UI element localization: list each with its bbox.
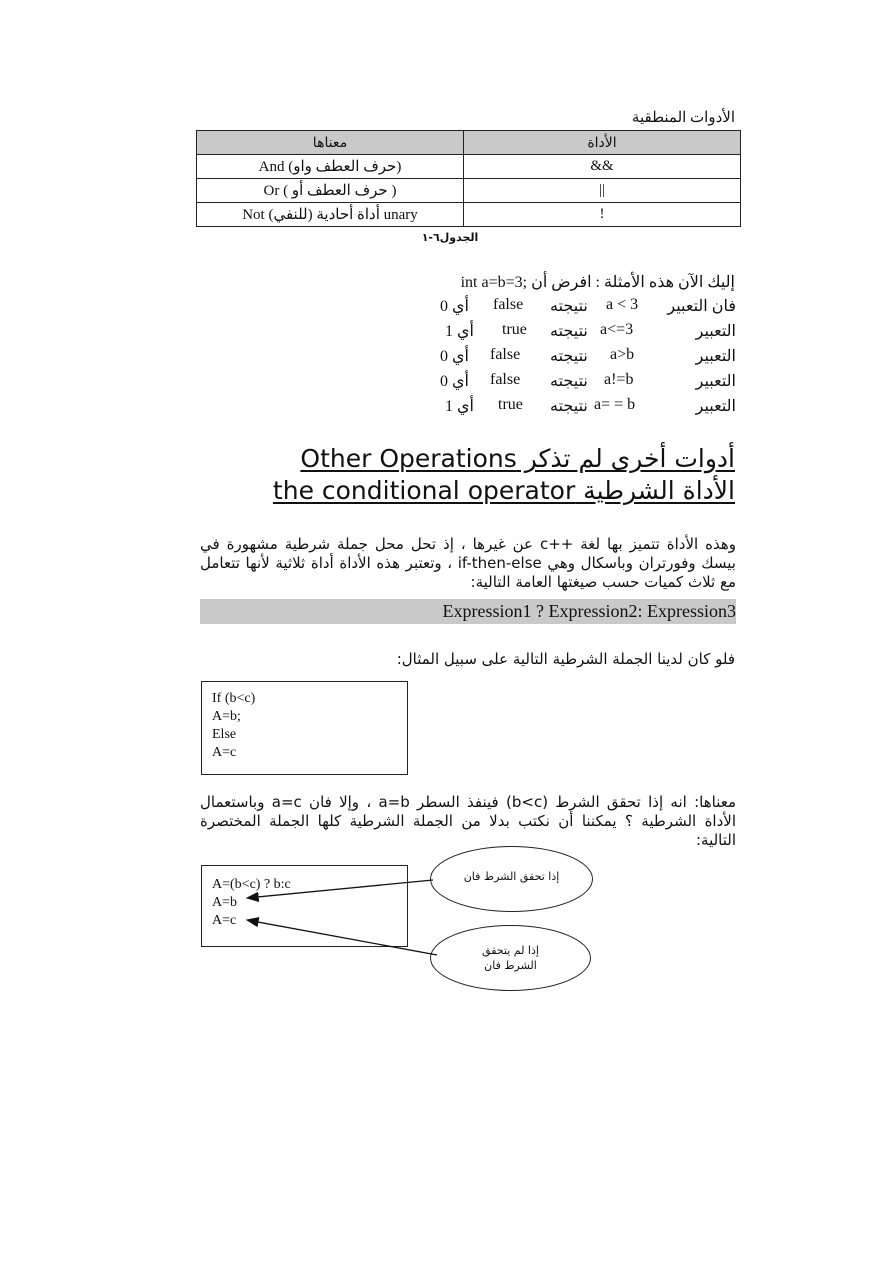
row-operator: ! [464,203,741,227]
code-line: A=(b<c) ? b:c [212,877,291,892]
example-result: true [498,396,523,413]
example-expr: a= = b [594,396,636,413]
example-label: التعبير [695,398,736,415]
example-expr: a>b [610,346,635,363]
example-expr: a < 3 [606,296,639,313]
explanation-paragraph: معناها: انه إذا تحقق الشرط (b<c) فينفذ السطر a=b ، وإلا فان a=c وباستعمال الأداة الشرطية ؟ يمكننا أن نكتب بدلا من الجملة الشرطية كلها الجملة المختصرة التالية: [200,793,736,849]
row-meaning: Or ( حرف العطف أو ) [197,179,464,203]
example-ay: أي 1 [445,398,474,415]
section-title: الأدوات المنطقية [631,110,735,126]
table-caption: الجدول٦-١ [421,231,479,244]
example-ay: أي 0 [440,348,469,365]
example-result: false [493,296,524,313]
examples-intro: إليك الآن هذه الأمثلة : افرض أن ;int a=b=3 [460,274,735,291]
heading-other-operations: أدوات أخرى لم تذكر Other Operations [300,444,735,473]
example-label: التعبير [695,348,736,365]
example-word: نتيجته [550,298,588,315]
row-meaning: And (حرف العطف واو) [197,155,464,179]
example-label: التعبير [695,323,736,340]
example-ay: أي 0 [440,373,469,390]
callout-false-text: إذا لم يتحقق الشرط فان [482,944,539,972]
code-line: Else [212,727,237,742]
example-word: نتيجته [550,323,588,340]
row-operator: && [464,155,741,179]
code-line: A=b [212,895,238,910]
example-expr: a!=b [604,371,634,388]
code-line: A=c [212,913,237,928]
expression-syntax: Expression1 ? Expression2: Expression3 [200,599,736,624]
example-ay: أي 0 [440,298,469,315]
example-ay: أي 1 [445,323,474,340]
example-intro: فلو كان لدينا الجملة الشرطية التالية على سبيل المثال: [396,650,735,668]
example-word: نتيجته [550,373,588,390]
heading-conditional-operator: الأداة الشرطية the conditional operator [272,476,735,505]
example-word: نتيجته [550,398,588,415]
example-result: false [490,371,521,388]
row-meaning: Not (للنفي) أداة أحادية unary [197,203,464,227]
callout-true-text: إذا تحقق الشرط فان [463,870,560,883]
header-meaning: معناها [197,131,464,155]
example-expr: a<=3 [600,321,634,338]
code-line: A=b; [212,709,241,724]
header-operator: الأداة [464,131,741,155]
example-label: التعبير [695,373,736,390]
arrow-false [247,920,437,955]
row-operator: || [464,179,741,203]
arrow-true [247,880,433,898]
example-word: نتيجته [550,348,588,365]
intro-paragraph: وهذه الأداة تتميز بها لغة ++c عن غيرها ، إذ تحل محل جملة شرطية مشهورة في بيسك وفورتران وباسكال وهي if-then-else ، وتعتبر هذه الأداة أداة ثلاثية لأنها تتعامل مع ثلاث كميات حسب صيغتها العامة التالية: [200,535,736,591]
example-result: true [502,321,527,338]
code-line: If (b<c) [212,691,256,706]
example-result: false [490,346,521,363]
code-line: A=c [212,745,237,760]
example-label: فان التعبير [667,298,736,315]
